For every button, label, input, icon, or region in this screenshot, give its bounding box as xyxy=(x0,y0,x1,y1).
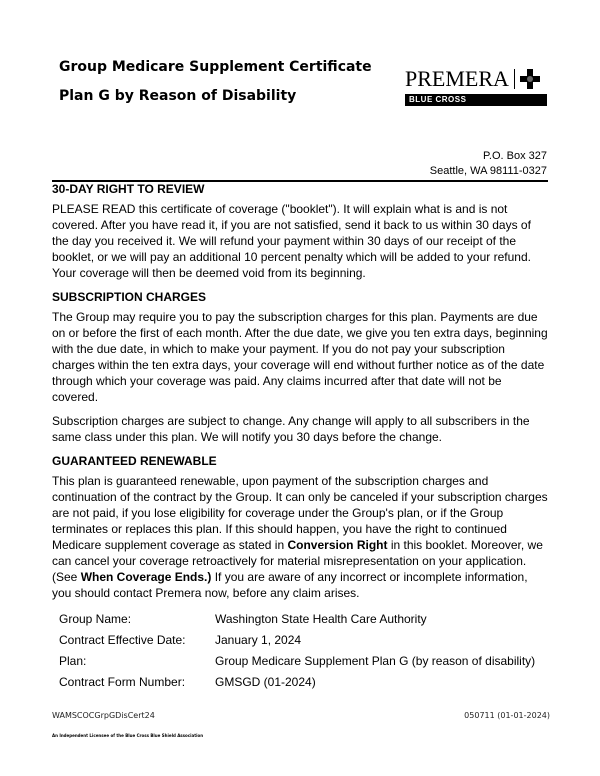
detail-row xyxy=(59,611,550,632)
review-paragraph: PLEASE READ this certificate of coverage ("booklet"). It will explain what is and is not covered. After you have read it, if you are not satisfied, send it back to us within 30 days of the day you received it. We will refund your payment within 30 days of our receipt of the booklet, or we will pay an additional 10 percent penalty which will be added to your refund. Your coverage will then be deemed void from its beginning. xyxy=(52,202,531,280)
detail-label: Contract Form Number: xyxy=(59,675,186,689)
contract-details xyxy=(59,611,550,695)
detail-row xyxy=(59,632,550,653)
document-subtitle: Plan G by Reason of Disability xyxy=(59,88,297,104)
detail-value: Washington State Health Care Authority xyxy=(215,612,427,626)
detail-row xyxy=(59,674,550,695)
footer-form-id: WAMSCOCGrpGDisCert24 xyxy=(52,711,155,720)
text: in this booklet. Moreover, we can cancel your coverage retroactively for material misrepresentation on your application. (See xyxy=(52,538,543,584)
conversion-right-ref: Conversion Right xyxy=(287,538,388,552)
detail-label: Contract Effective Date: xyxy=(59,633,186,647)
detail-row xyxy=(59,653,550,674)
renewable-paragraph xyxy=(52,473,550,601)
section-heading-renewable: GUARANTEED RENEWABLE xyxy=(52,454,217,468)
footer-form-date: 050711 (01-01-2024) xyxy=(464,711,550,720)
detail-label: Group Name: xyxy=(59,612,132,626)
section-subscription xyxy=(52,289,550,445)
section-heading-review: 30-DAY RIGHT TO REVIEW xyxy=(52,182,205,196)
section-renewable xyxy=(52,453,550,601)
detail-value: GMSGD (01-2024) xyxy=(215,675,316,689)
subscription-paragraph-2: Subscription charges are subject to change. Any change will apply to all subscribers in the same class under this plan. We will notify you 30 days before the change. xyxy=(52,414,530,444)
footer-license: An Independent Licensee of the Blue Cross Blue Shield Association xyxy=(52,733,204,738)
when-coverage-ends-ref: When Coverage Ends.) xyxy=(80,570,212,584)
section-heading-subscription: SUBSCRIPTION CHARGES xyxy=(52,290,207,304)
footer xyxy=(52,711,550,727)
address-line-1: P.O. Box 327 xyxy=(482,150,547,162)
address-line-2: Seattle, WA 98111-0327 xyxy=(429,165,547,177)
document-title: Group Medicare Supplement Certificate xyxy=(59,59,372,75)
text: This plan is guaranteed renewable, upon payment of the subscription charges and continuation of the contract by the Group. It can only be canceled if your subscription charges are not paid, if you lose eligibility for coverage under the Group's plan, or if the Group terminates or replaces this plan. If this should happen, you have the right to continued Medicare supplement coverage as stated in xyxy=(52,474,548,552)
section-review xyxy=(52,181,550,281)
detail-label: Plan: xyxy=(59,654,87,668)
detail-value: Group Medicare Supplement Plan G (by reason of disability) xyxy=(215,654,536,668)
subscription-paragraph-1: The Group may require you to pay the subscription charges for this plan. Payments are due on or before the first of each month. After the due date, we give you ten extra days, beginning with the due date, in which to make your payment. If you do not pay your subscription charges within the ten extra days, your coverage will end without further notice as of the date through which your coverage was paid. Any claims incurred after that date will not be covered. xyxy=(52,310,548,404)
text: If you are aware of any incorrect or incomplete information, you should contact Premera now, before any claim arises. xyxy=(52,570,528,600)
logo-subtext: BLUE CROSS xyxy=(409,95,467,104)
logo-text: PREMERA xyxy=(405,66,509,91)
detail-value: January 1, 2024 xyxy=(215,633,302,647)
